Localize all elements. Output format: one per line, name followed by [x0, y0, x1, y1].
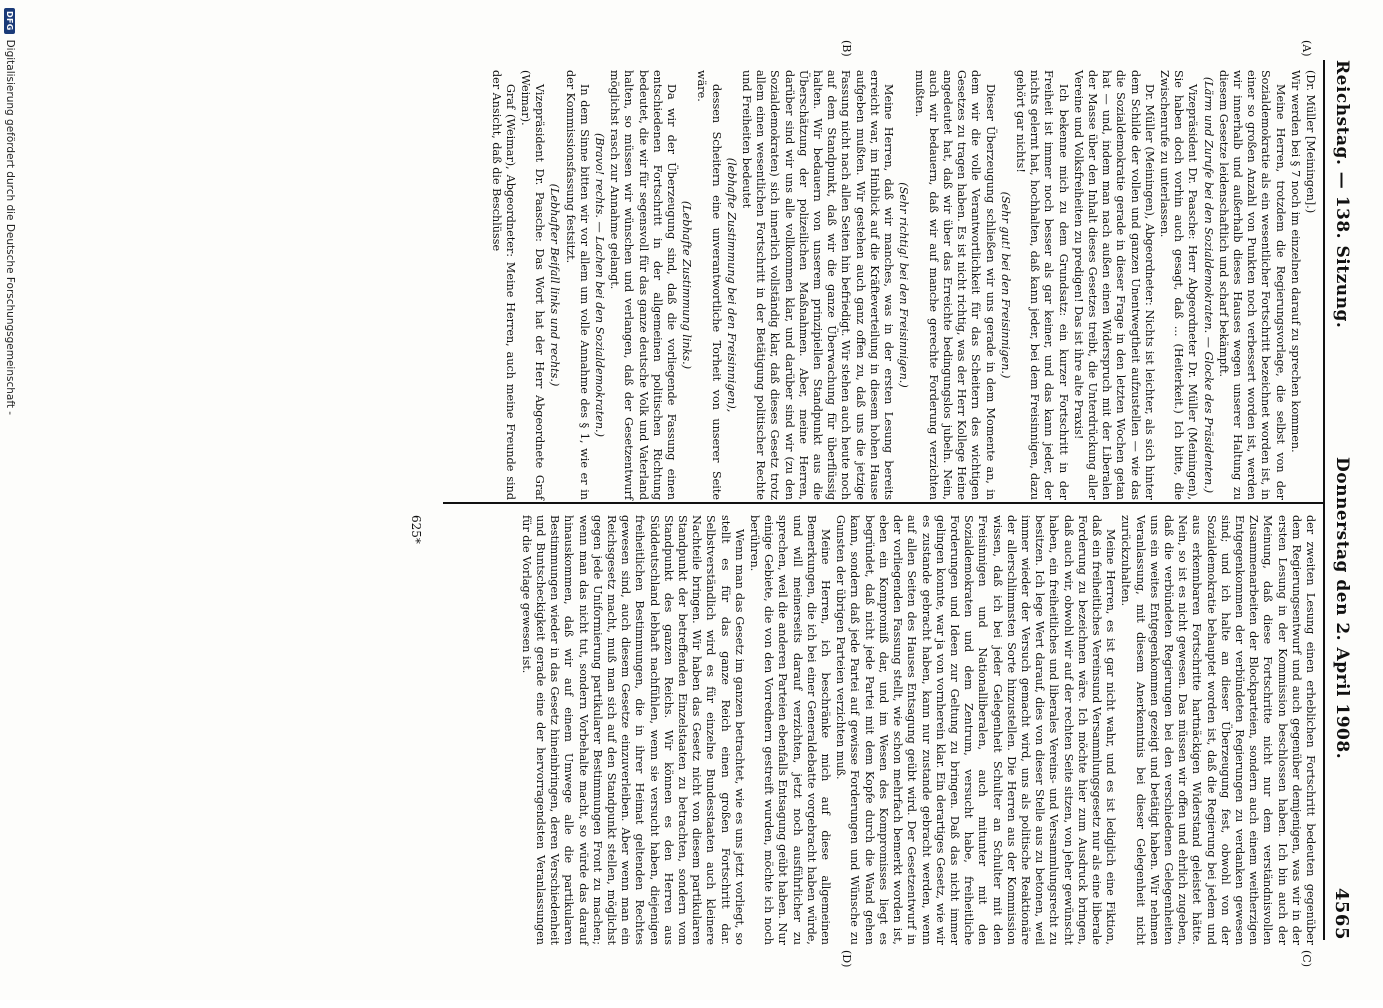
footer-number: 625*	[409, 515, 423, 544]
paragraph: dessen Scheitern eine unverantwortliche Torheit von unserer Seite wäre.	[695, 70, 723, 500]
right-text-column	[518, 515, 1317, 945]
paragraph: Meine Herren, es ist gar nicht wahr, und es ist lediglich eine Fiktion, daß ein freiheitliches Vereinsund Versammlungsgesetz nur als eine liberale Forderung zu bezeichnen wäre. Ich möchte hier zum Ausdruck bringen, daß auch wir, obwohl wir auf der rechten Seite sitzen, von jeher gewünscht haben, ein freiheitliches und liberales Vereins- und Versammlungsrecht zu besitzen. Ich lege Wert darauf, dies von dieser Stelle aus zu betonen, weil immer wieder der Versuch gemacht wird, uns als politische Reaktionäre der allerschlimmsten Sorte hinzustellen. Die Herren aus der Kommission wissen, daß ich bei jeder Gelegenheit Schulter an Schulter mit den Freisinnigen und Nationalliberalen, auch mitunter mit den Sozialdemokraten und dem Zentrum, versucht habe, freiheitliche Forderungen und Ideen zur Geltung zu bringen. Daß das nicht immer gelingen konnte, war ja von vornherein klar. Ein derartiges Gesetz, wie wir es zustande gebracht haben, kann nur zustande gebracht werden, wenn auf allen Seiten des Hauses Entsagung geübt wird. Der Gesetzentwurf in der vorliegenden Fassung stellt, wie schon mehrfach bemerkt worden ist, eben ein Kompromiß dar, und im Wesen des Kompromisses liegt es begründet, daß nicht jede Partei mit dem Kopfe durch die Wand gehen kann, sondern daß jede Partei auf gewisse Forderungen und Wünsche zu Gunsten der übrigen Parteien verzichten muß.	[834, 515, 1118, 945]
dfg-logo: DFG	[5, 8, 16, 34]
page-number: 4565	[1331, 887, 1353, 940]
left-text-column	[487, 70, 1317, 500]
margin-mark-a: (A)	[1300, 40, 1313, 57]
paragraph: Meine Herren, trotzdem die Regierungsvorlage, die selbst von der Sozialdemokratie als ein wesentlicher Fortschritt bezeichnet worden ist, in einer so großen Anzahl von Punkten noch verbessert worden ist, werden wir innerhalb und außerhalb dieses Hauses wegen unserer Haltung zu diesem Gesetze leidenschaftlich und scharf bekämpft.	[1216, 70, 1287, 500]
paragraph: (Bravo! rechts. — Lachen bei den Sozialdemokraten.)	[593, 133, 607, 437]
column-divider	[443, 502, 1323, 504]
paragraph: (Sehr richtig! bei den Freisinnigen.)	[897, 182, 911, 388]
header-rule	[1323, 60, 1325, 940]
paragraph: Dieser Überzeugung schließen wir uns gerade in dem Momente an, in dem wir die volle Verantwortlichkeit für das Scheitern des wichtigen Gesetzes zu tragen haben. Es ist nicht richtig, was der Herr Kollege Heine angedeutet hat, daß wir über das Erreichte bedingungslos jubeln. Nein, auch wir bedauern, daß wir auf manche gerechte Forderung verzichten mußten.	[912, 70, 997, 500]
paragraph: Dr. Müller (Meiningen), Abgeordneter: Nichts ist leichter, als sich hinter dem Schilde der vollen und ganzen Unentwegtheit aufzustellen — wie das die Sozialdemokratie gerade in dieser Frage in den letzten Wochen getan hat — und, indem man nach außen einen Widerspruch mit der Liberalen der Masse über den Inhalt dieses Gesetzes treibt, die Unterdrückung aller Vereine und Volksfreiheiten zu predigen! Das ist ihre alte Praxis!	[1071, 70, 1156, 500]
paragraph: (Lebhafte Zustimmung links.)	[680, 200, 694, 370]
header-left: Reichstag. — 138. Sitzung.	[1332, 60, 1352, 329]
paragraph: Da wir der Überzeugung sind, daß die vorliegende Fassung einen entschiedenen Fortschritt in der allgemeinen politischen Richtung bedeutet, die wir für segensvoll für das ganze deutsche Volk und Vaterland halten, so müssen wir wünschen und verlangen, daß der Gesetzentwurf möglichst rasch zur Annahme gelangt.	[608, 70, 679, 500]
paragraph: (Sehr gut! bei den Freisinnigen.)	[998, 191, 1012, 379]
paragraph: (Lebhafter Beifall links und rechts.)	[548, 183, 562, 387]
digitization-footer	[0, 0, 20, 1008]
margin-mark-b: (B)	[840, 40, 853, 57]
paragraph: Meine Herren, daß wir manches, was in der ersten Lesung bereits erreicht war, im Hinblick auf die Kräfteverteilung in diesem hohen Hause aufgeben mußten. Wir gestehen auch ganz offen zu, daß uns die jetzige Fassung nicht nach allen Seiten hin befriedigt. Wir stehen auch heute noch auf dem Standpunkt, daß wir die ganze Überwachung für überflüssig halten. Wir bedauern von unserem prinzipiellen Standpunkt aus die Überschätzung der polizeilichen Maßnahmen. Aber, meine Herren, darüber sind wir uns alle vollkommen klar, und darüber sind wir (zu den Sozialdemokraten) sich innerlich vollständig klar, daß dieses Gesetz trotz allem einen wesentlichen Fortschritt in der Betätigung politischer Rechte und Freiheiten bedeutet	[740, 70, 896, 500]
page-header	[1329, 60, 1355, 940]
paragraph: Graf (Weimar), Abgeordneter: Meine Herren, auch meine Freunde sind der Ansicht, daß die Beschlüsse	[489, 70, 517, 500]
paragraph: (Lärm und Zurufe bei den Sozialdemokraten. — Glocke des Präsidenten.)	[1201, 76, 1215, 494]
paragraph: (lebhafte Zustimmung bei den Freisinnigen),	[724, 157, 738, 413]
header-right: Donnerstag den 2. April 1908.	[1332, 457, 1352, 760]
paragraph: Wir werden bei § 7 noch im einzelnen darauf zu sprechen kommen.	[1288, 70, 1302, 453]
margin-mark-c: (C)	[1300, 950, 1313, 967]
paragraph: (Dr. Müller [Meiningen].)	[1304, 70, 1317, 214]
margin-mark-d: (D)	[840, 950, 853, 968]
paragraph: In dem Sinne bitten wir vor allem um volle Annahme des § 1, wie er in der Kommissionsfassung festsitzt.	[563, 70, 591, 500]
paragraph: Vizepräsident Dr. Paasche: Herr Abgeordneter Dr. Müller (Meiningen), Sie haben doch vorhin auch gesagt, daß ... (Heiterkeit.) Ich bitte, die Zwischenrufe zu unterlassen.	[1157, 70, 1200, 500]
digitization-credit: Digitalisierung gefördert durch die Deutsche Forschungsgemeinschaft -	[4, 39, 16, 416]
paragraph: Vizepräsident Dr. Paasche: Das Wort hat der Herr Abgeordnete Graf (Weimar).	[519, 70, 547, 500]
paragraph: Meine Herren, ich beschränke mich auf diese allgemeinen Bemerkungen, die ich bei einer Generaldebatte vorgebracht haben würde, und will meinerseits darauf verzichten, jetzt noch ausführlicher zu sprechen, weil die anderen Parteien ebenfalls Entsagung geübt haben. Nur einige Gebiete, die von den Vorrednern gestreift wurden, möchte ich noch berühren.	[748, 515, 833, 945]
paragraph: Wenn man das Gesetz im ganzen betrachtet, wie es uns jetzt vorliegt, so stellt es für das ganze Reich einen großen Fortschritt dar. Selbstverständlich wird es für einzelne Bundesstaaten auch kleinere Nachteile bringen. Wir haben das Gesetz nicht von diesem partikularen Standpunkt der betreffenden Einzelstaaten zu betrachten, sondern vom Standpunkt des ganzen Reichs. Wir können es den Herren aus Süddeutschland lebhaft nachfühlen, wenn sie versucht haben, diejenigen freiheitlichen Bestimmungen, die in ihrer Heimat geltenden Rechtes gewesen sind, auch diesem Gesetze einzuverleiben. Aber wenn man ein Reichsgesetz macht, muß man sich auf den Standpunkt stellen, möglichst gegen jede Uniformierung partikularer Bestimmungen Front zu machen; wenn man das nicht tut, sondern Vorbehalte macht, so würde das darauf hinauskommen, daß wir auf einem Umwege alle die partikularen Bestimmungen wieder in das Gesetz hineinbringen, deren Verschiedenheit und Buntscheckigkeit gerade eine der hervorragendsten Veranlassungen für die Vorlage gewesen ist.	[519, 515, 746, 945]
paragraph: Ich bekenne mich zu dem Grundsatz: ein kurzer Fortschritt in der Freiheit ist immer noch besser als gar keiner, und das kann jeder, der nichts gelernt hat, hochhalten, daß kann jeder, bei dem Freisinnigen, dazu gehört gar nichts!	[1013, 70, 1070, 500]
paragraph: der zweiten Lesung einen erheblichen Fortschritt bedeuten gegenüber dem Regierungsentwurf und auch gegenüber demjenigen, was wir in der ersten Lesung in der Kommission beschlossen haben. Ich bin auch der Meinung, daß diese Fortschritte nicht nur dem verständnisvollen Zusammenarbeiten der Blockparteien, sondern auch einem weitherzigen Entgegenkommen der verbündeten Regierungen zu verdanken gewesen sind; und ich halte an dieser Überzeugung fest, obwohl von der Sozialdemokratie behauptet worden ist, daß die Regierung bei jedem und aus erkennbaren Fortschritte hartnäckigen Widerstand geleistet hätte. Nein, so ist es nicht gewesen. Das müssen wir offen und ehrlich zugeben, daß die verbündeten Regierungen bei den verschiedenen Gelegenheiten uns ein weites Entgegenkommen gezeigt und betätigt haben. Wir nehmen Veranlassung, mit diesem Anerkenntnis bei dieser Gelegenheit nicht zurückzuhalten.	[1119, 515, 1317, 945]
